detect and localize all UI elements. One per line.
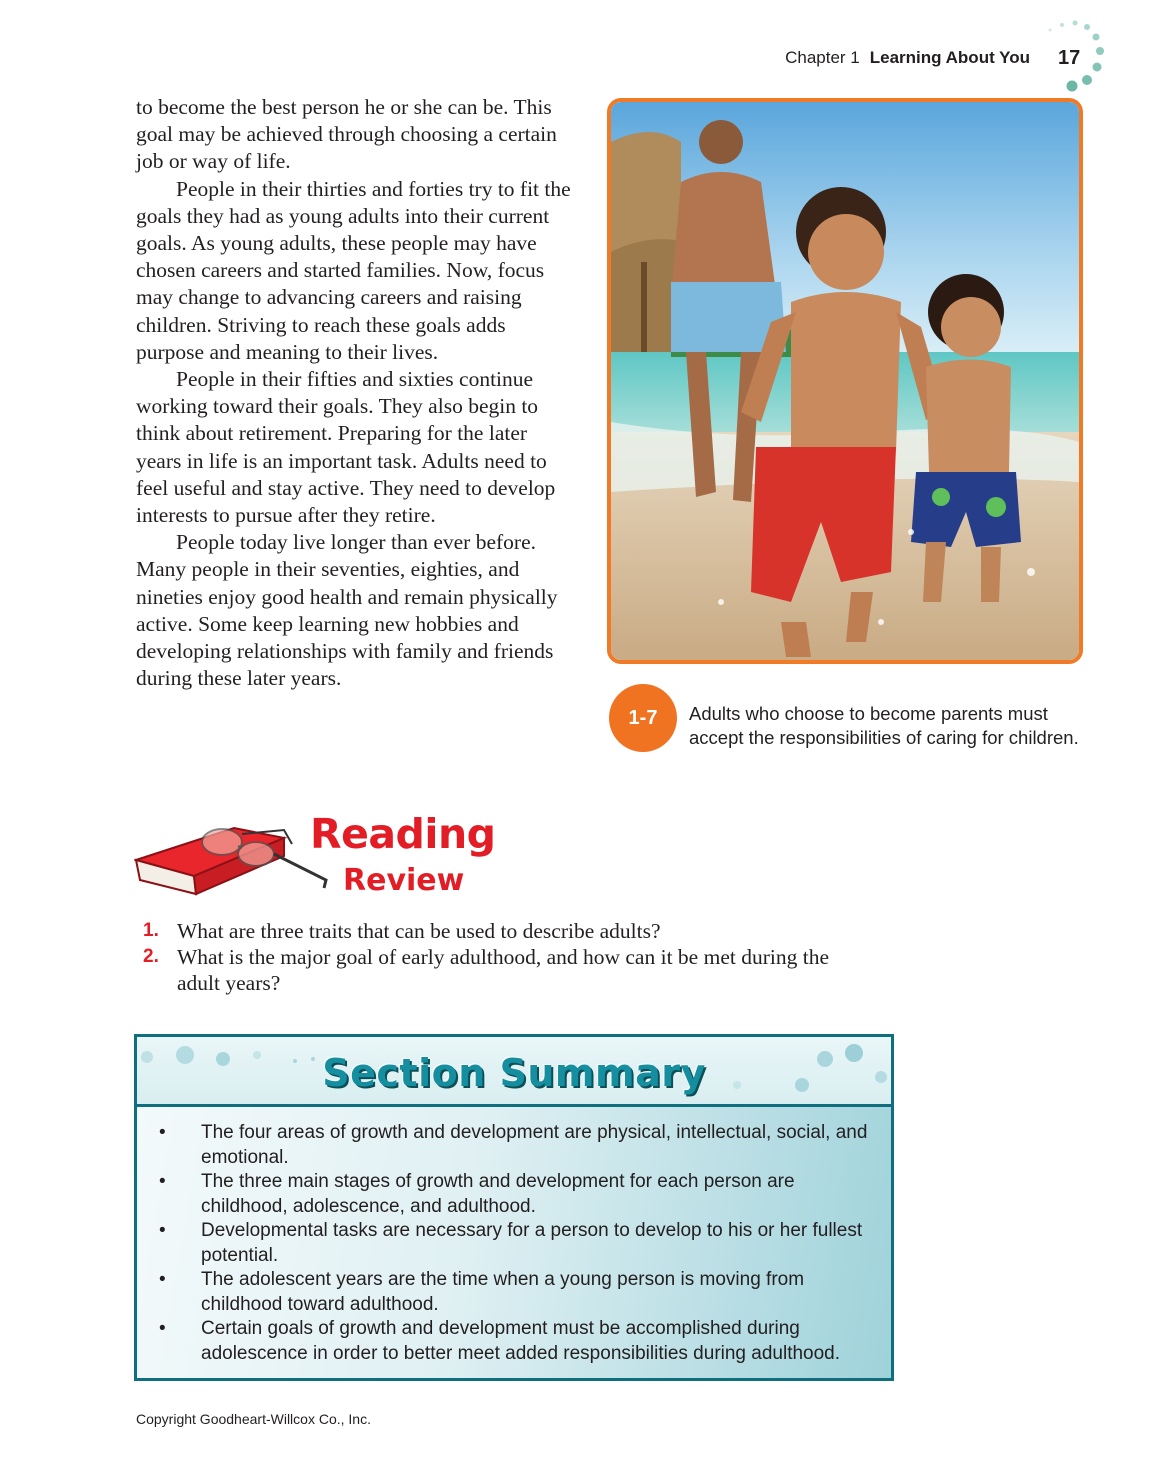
- beach-family-photo: [607, 98, 1083, 664]
- paragraph: People in their thirties and forties try to fit the goals they had as young adults into their current goals. As young adults, these people may have chosen careers and started families. Now, focus may change to advancing careers and raising children. Striving to reach these goals adds purpose and meaning to their lives.: [136, 176, 571, 364]
- page-number: 17: [1058, 47, 1081, 69]
- chapter-title: Learning About You: [869, 48, 1030, 67]
- reading-review-subtitle: Review: [343, 863, 465, 898]
- chapter-label: Chapter 1: [785, 48, 860, 67]
- question-text: What is the major goal of early adulthood, and how can it be met during the adult years?: [177, 945, 829, 995]
- copyright-footer: Copyright Goodheart-Willcox Co., Inc.: [136, 1411, 371, 1427]
- paragraph: People today live longer than ever before. Many people in their seventies, eighties, and nineties enjoy good health and remain physically active. Some keep learning new hobbies and developing relationships with family and friends during these later years.: [136, 530, 558, 691]
- question-number: 1.: [143, 920, 159, 941]
- section-summary-header: [137, 1037, 891, 1107]
- figure-number-badge: 1-7: [609, 684, 677, 752]
- bullet-icon: •: [159, 1269, 166, 1290]
- list-item: [155, 1268, 875, 1317]
- photo-illustration: [611, 102, 1079, 660]
- list-item: [155, 1219, 875, 1268]
- bullet-icon: •: [159, 1171, 166, 1192]
- list-item: [155, 1121, 875, 1170]
- summary-item-text: Developmental tasks are necessary for a person to develop to his or her fullest potential.: [201, 1220, 863, 1266]
- list-item: [155, 1170, 875, 1219]
- list-item: [155, 1317, 875, 1366]
- review-questions: [143, 918, 863, 996]
- section-summary-title: Section Summary: [322, 1051, 706, 1095]
- book-glasses-icon: [134, 818, 329, 898]
- bullet-icon: •: [159, 1318, 166, 1339]
- list-item: [143, 944, 863, 996]
- question-number: 2.: [143, 946, 159, 967]
- summary-list: [155, 1121, 875, 1366]
- paragraph: People in their fifties and sixties continue working toward their goals. They also begin to think about retirement. Preparing for the later years in life is an important task. Adults need to feel useful and stay active. They need to develop interests to pursue after they retire.: [136, 367, 556, 528]
- body-text: [136, 94, 576, 692]
- list-item: [143, 918, 863, 944]
- reading-review-title: Reading: [310, 810, 496, 858]
- paragraph: to become the best person he or she can be. This goal may be achieved through choosing a certain job or way of life.: [136, 95, 557, 174]
- summary-item-text: The three main stages of growth and development for each person are childhood, adolescence, and adulthood.: [201, 1171, 795, 1217]
- summary-item-text: Certain goals of growth and development must be accomplished during adolescence in order to better meet added responsibilities during adulthood.: [201, 1318, 841, 1364]
- summary-item-text: The four areas of growth and development are physical, intellectual, social, and emotional.: [201, 1122, 868, 1168]
- chapter-header: [700, 48, 1030, 68]
- question-text: What are three traits that can be used to describe adults?: [177, 919, 661, 943]
- section-summary-box: [134, 1034, 894, 1381]
- bullet-icon: •: [159, 1122, 166, 1143]
- figure-caption: Adults who choose to become parents must accept the responsibilities of caring for children.: [689, 703, 1079, 748]
- bullet-icon: •: [159, 1220, 166, 1241]
- summary-item-text: The adolescent years are the time when a young person is moving from childhood toward adulthood.: [201, 1269, 805, 1315]
